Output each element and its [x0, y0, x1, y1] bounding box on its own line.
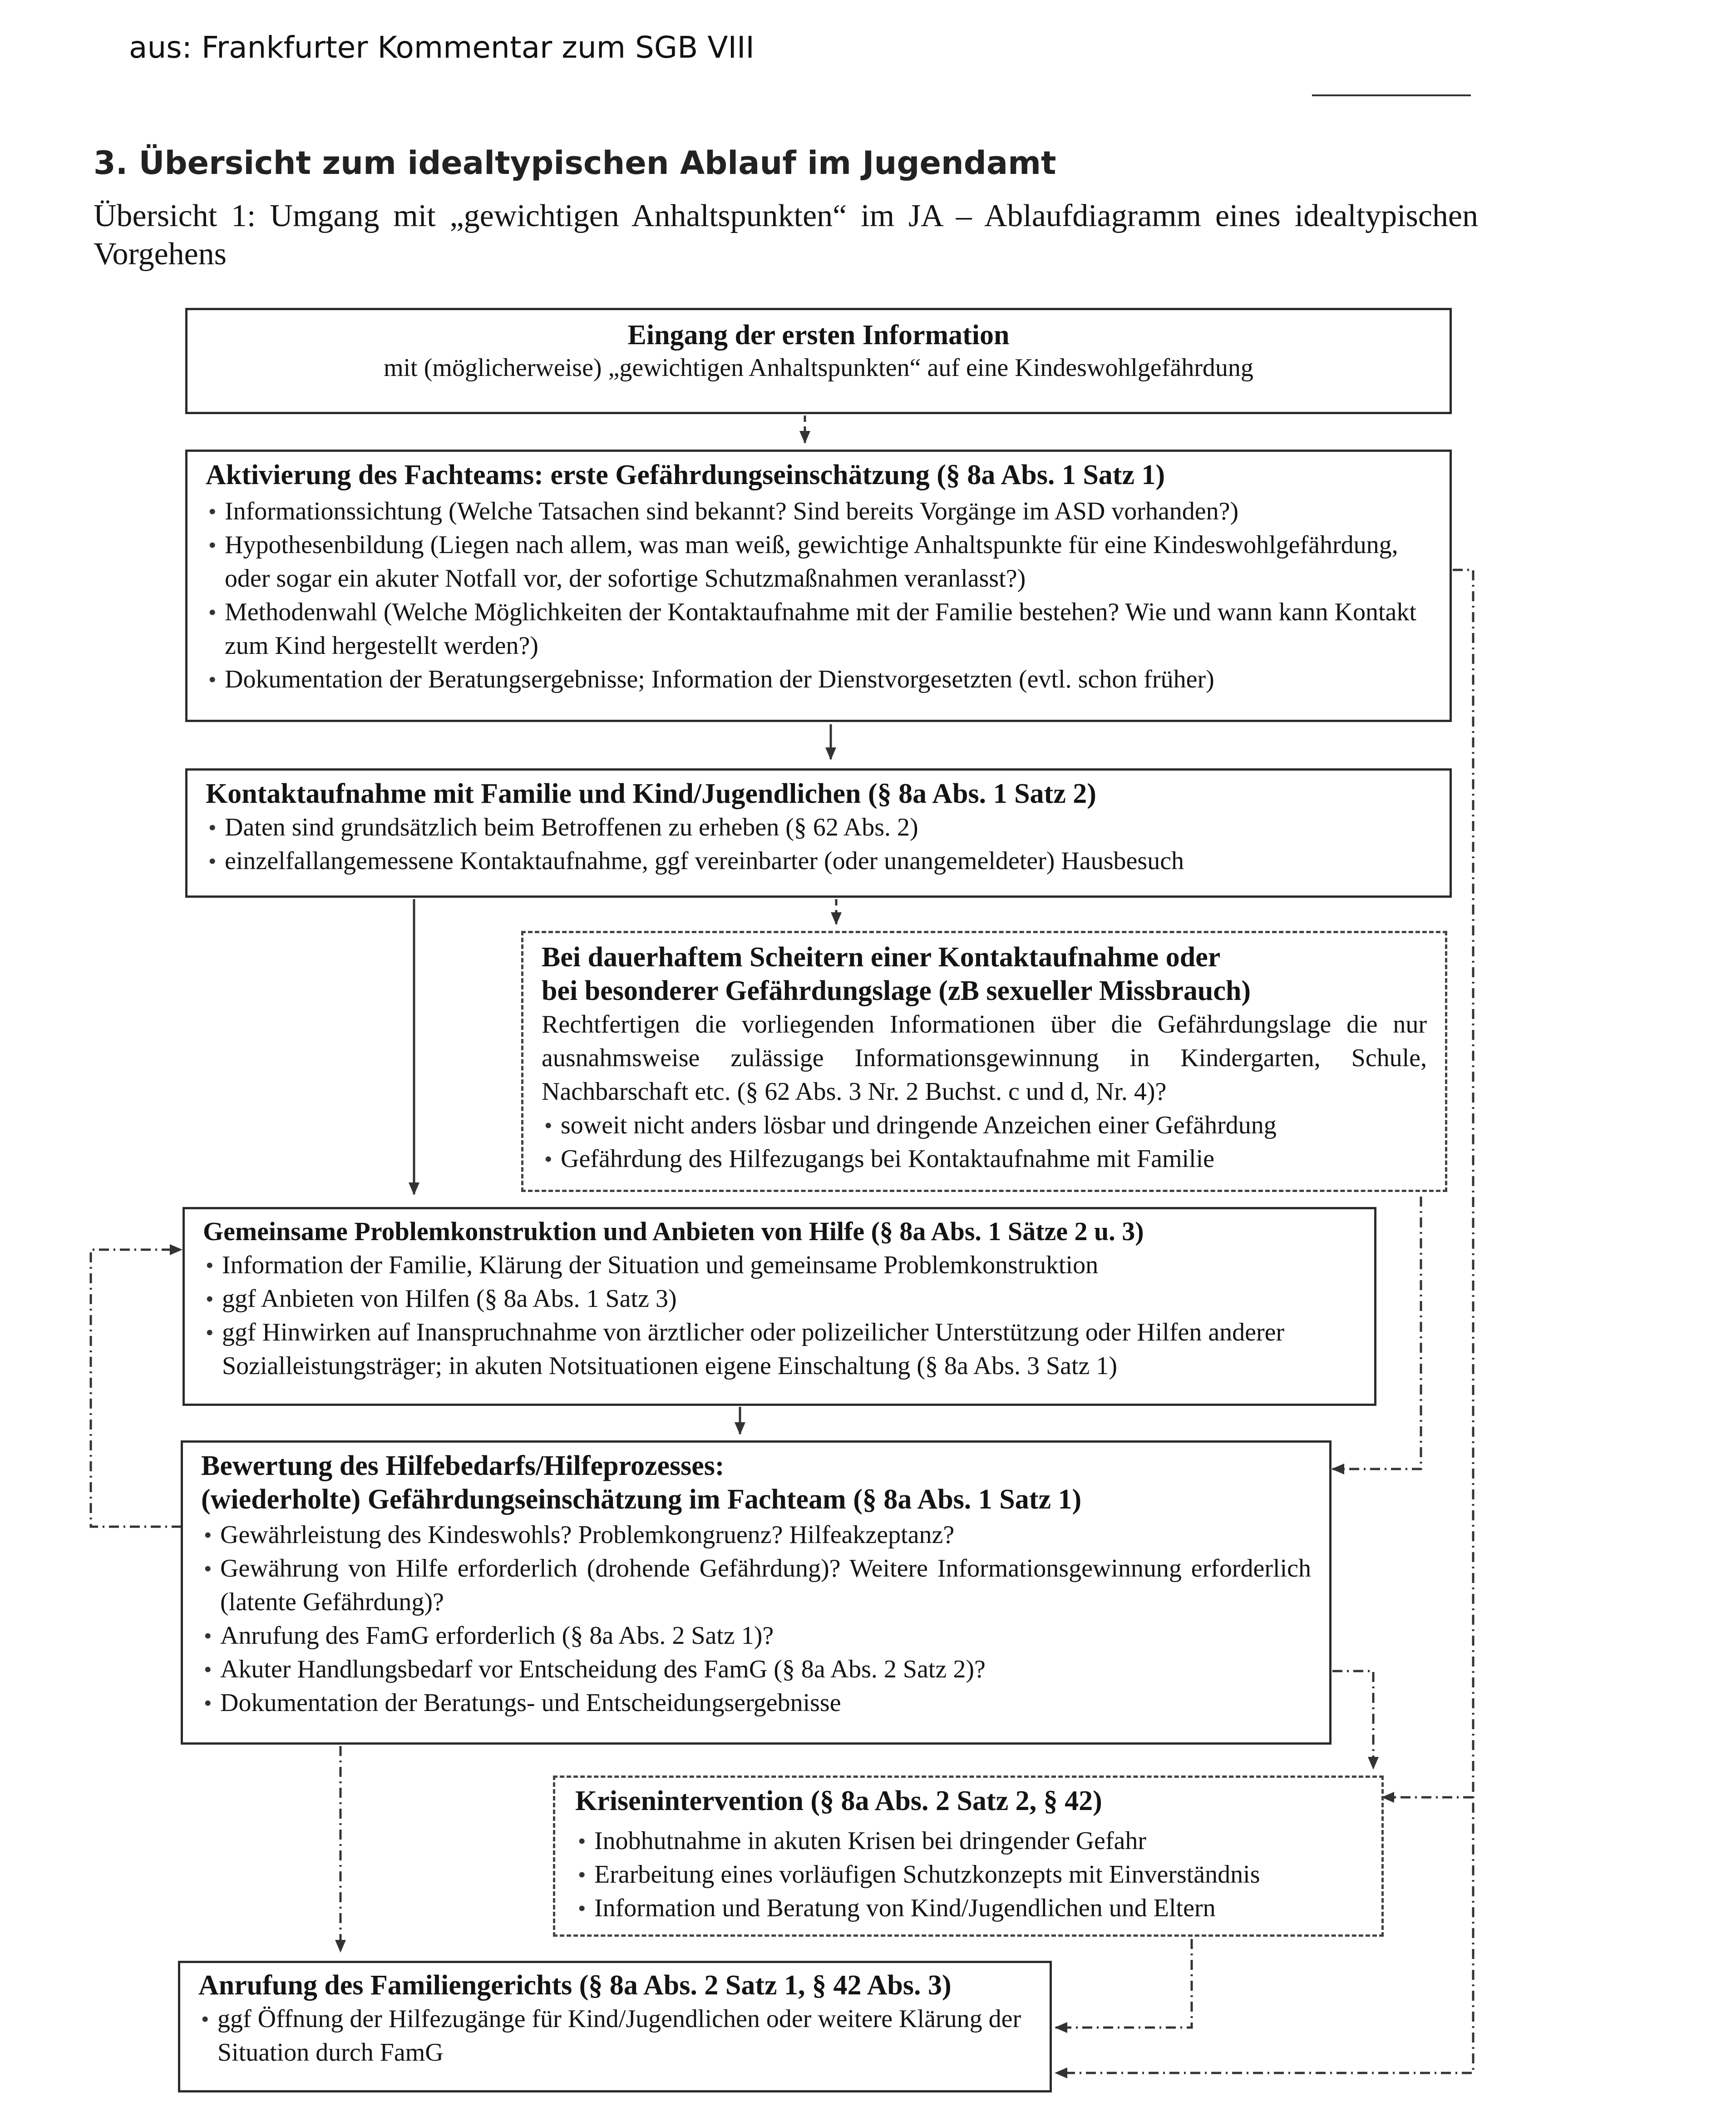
aktivierung-list	[206, 495, 1431, 696]
list-item: • Gewährleistung des Kindeswohls? Problemkongruenz? Hilfeakzeptanz?	[201, 1518, 1311, 1552]
eingang-subtitle: mit (möglicherweise) „gewichtigen Anhaltspunkten“ auf eine Kindeswohlgefährdung	[384, 354, 1253, 382]
scheitern-title-line2: bei besonderer Gefährdungslage (zB sexueller Missbrauch)	[542, 975, 1251, 1006]
source-note: aus: Frankfurter Kommentar zum SGB VIII	[129, 30, 755, 65]
kontakt-title: Kontaktaufnahme mit Familie und Kind/Jugendlichen (§ 8a Abs. 1 Satz 2)	[206, 778, 1096, 809]
list-item: • Akuter Handlungsbedarf vor Entscheidung des FamG (§ 8a Abs. 2 Satz 2)?	[201, 1652, 1311, 1686]
bewertung-title-line1: Bewertung des Hilfebedarfs/Hilfeprozesses:	[201, 1450, 725, 1481]
connector-krise-to-famg	[1055, 1939, 1192, 2028]
krise-title: Krisenintervention (§ 8a Abs. 2 Satz 2, § 42)	[575, 1786, 1102, 1816]
list-item: • Gewährung von Hilfe erforderlich (drohende Gefährdung)? Weitere Informationsgewinnung erforderlich (latente Gefährdung)?	[201, 1552, 1311, 1619]
list-item: • Anrufung des FamG erforderlich (§ 8a Abs. 2 Satz 1)?	[201, 1619, 1311, 1652]
list-item: • Daten sind grundsätzlich beim Betroffenen zu erheben (§ 62 Abs. 2)	[206, 811, 1431, 844]
box-aktivierung	[185, 450, 1452, 722]
list-item: • einzelfallangemessene Kontaktaufnahme, ggf vereinbarter (oder unangemeldeter) Hausbesuch	[206, 844, 1431, 878]
kontakt-list	[206, 811, 1431, 878]
section-title: 3. Übersicht zum idealtypischen Ablauf im Jugendamt	[94, 144, 1056, 182]
list-item: • Inobhutnahme in akuten Krisen bei dringender Gefahr	[575, 1824, 1361, 1858]
box-bewertung	[181, 1440, 1332, 1745]
figure-caption: Übersicht 1: Umgang mit „gewichtigen Anhaltspunkten“ im JA – Ablaufdiagramm eines idealtypischen Vorgehens	[94, 198, 1478, 272]
list-item: • Dokumentation der Beratungs- und Entscheidungsergebnisse	[201, 1686, 1311, 1720]
scheitern-list	[542, 1108, 1427, 1176]
list-item: • ggf Anbieten von Hilfen (§ 8a Abs. 1 Satz 3)	[203, 1282, 1356, 1316]
list-item: • Methodenwahl (Welche Möglichkeiten der Kontaktaufnahme mit der Familie bestehen? Wie und wann kann Kontakt zum Kind hergestellt werden?)	[206, 595, 1431, 663]
list-item: • Information und Beratung von Kind/Jugendlichen und Eltern	[575, 1891, 1361, 1925]
connector-bewertung-to-krise	[1332, 1671, 1373, 1769]
list-item: • ggf Öffnung der Hilfezugänge für Kind/Jugendlichen oder weitere Klärung der Situation durch FamG	[198, 2002, 1031, 2069]
box-krisenintervention	[553, 1776, 1384, 1937]
list-item: • soweit nicht anders lösbar und dringende Anzeichen einer Gefährdung	[542, 1108, 1427, 1142]
box-problemkonstruktion	[182, 1207, 1376, 1406]
list-item: • Information der Familie, Klärung der Situation und gemeinsame Problemkonstruktion	[203, 1248, 1356, 1282]
list-item: • Informationssichtung (Welche Tatsachen sind bekannt? Sind bereits Vorgänge im ASD vorhanden?)	[206, 495, 1431, 528]
famg-title: Anrufung des Familiengerichts (§ 8a Abs. 2 Satz 1, § 42 Abs. 3)	[198, 1970, 952, 2001]
box-familiengericht	[178, 1961, 1052, 2092]
scheitern-text: Rechtfertigen die vorliegenden Informationen über die Gefährdungslage die nur ausnahmsweise zulässige Informationsgewinnung in Kindergarten, Schule, Nachbarschaft etc. (§ 62 Abs. 3 Nr. 2 Buchst. c und d, Nr. 4)?	[542, 1010, 1427, 1106]
eingang-title: Eingang der ersten Information	[627, 320, 1010, 351]
bewertung-title-line2: (wiederholte) Gefährdungseinschätzung im Fachteam (§ 8a Abs. 1 Satz 1)	[201, 1484, 1082, 1515]
problem-list	[203, 1248, 1356, 1383]
bewertung-list	[201, 1518, 1311, 1720]
aktivierung-title: Aktivierung des Fachteams: erste Gefährdungseinschätzung (§ 8a Abs. 1 Satz 1)	[206, 460, 1165, 490]
box-scheitern	[521, 931, 1447, 1192]
list-item: • Erarbeitung eines vorläufigen Schutzkonzepts mit Einverständnis	[575, 1858, 1361, 1891]
famg-list	[198, 2002, 1031, 2069]
box-eingang	[185, 308, 1452, 414]
box-kontakt	[185, 768, 1452, 898]
connector-bewertung-to-problem	[91, 1250, 182, 1527]
list-item: • Gefährdung des Hilfezugangs bei Kontaktaufnahme mit Familie	[542, 1142, 1427, 1176]
krise-list	[575, 1824, 1361, 1925]
scheitern-title-line1: Bei dauerhaftem Scheitern einer Kontaktaufnahme oder	[542, 942, 1221, 973]
problem-title: Gemeinsame Problemkonstruktion und Anbieten von Hilfe (§ 8a Abs. 1 Sätze 2 u. 3)	[203, 1217, 1144, 1246]
list-item: • Dokumentation der Beratungsergebnisse; Information der Dienstvorgesetzten (evtl. schon früher)	[206, 663, 1431, 696]
list-item: • Hypothesenbildung (Liegen nach allem, was man weiß, gewichtige Anhaltspunkte für eine Kindeswohlgefährdung, oder sogar ein akuter Notfall vor, der sofortige Schutzmaßnahmen veranlasst?)	[206, 528, 1431, 595]
list-item: • ggf Hinwirken auf Inanspruchnahme von ärztlicher oder polizeilicher Unterstützung oder Hilfen anderer Sozialleistungsträger; in akuten Notsituationen eigene Einschaltung (§ 8a Abs. 3 Satz 1)	[203, 1316, 1356, 1383]
